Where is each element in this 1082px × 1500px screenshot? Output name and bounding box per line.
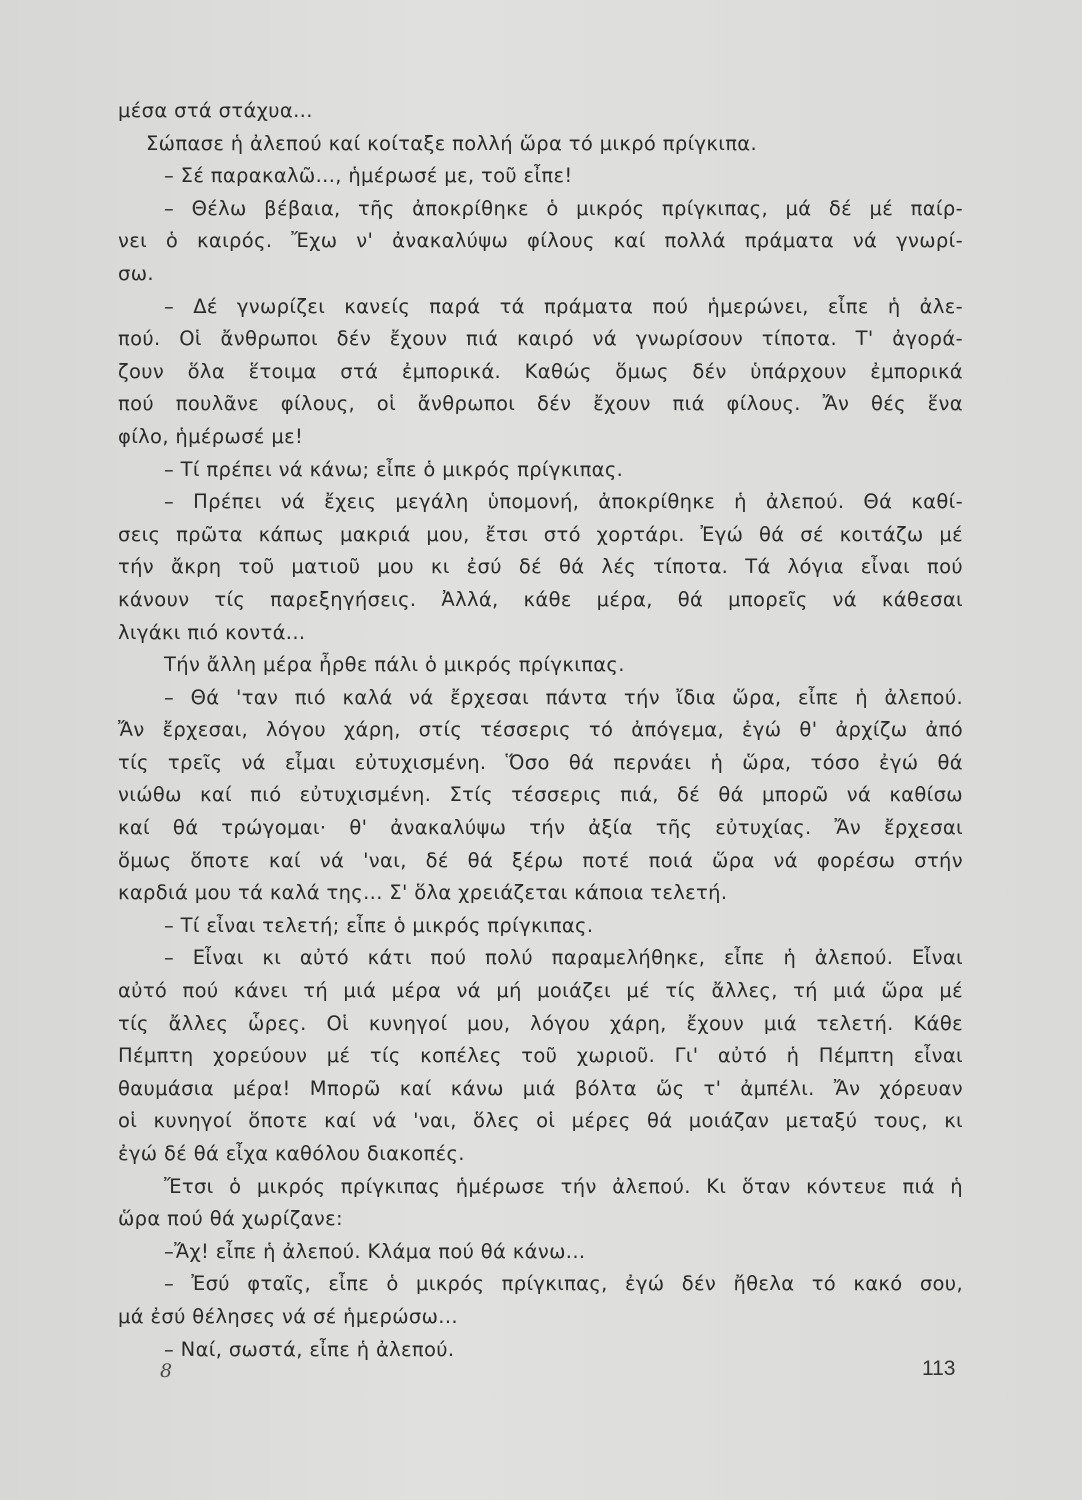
text-line: μά ἐσύ θέλησες νά σέ ἡμερώσω... bbox=[118, 1304, 458, 1328]
text-line: ὅμως ὅποτε καί νά 'ναι, δέ θά ξέρω ποτέ ποιά ὥρα νά φορέσω στήν bbox=[118, 848, 963, 872]
text-line: – Θά 'ταν πιό καλά νά ἔρχεσαι πάντα τήν ἴδια ὥρα, εἶπε ἡ ἀλεπού. bbox=[164, 685, 963, 709]
text-line: καί θά τρώγομαι· θ' ἀνακαλύψω τήν ἀξία τῆς εὐτυχίας. Ἄν ἔρχεσαι bbox=[118, 816, 963, 840]
page-number: 113 bbox=[922, 1357, 956, 1380]
text-line: λιγάκι πιό κοντά... bbox=[118, 620, 306, 644]
text-line: ζουν ὅλα ἕτοιμα στά ἐμπορικά. Καθώς ὅμως δέν ὑπάρχουν ἐμπορικά bbox=[118, 359, 963, 383]
text-line: ὥρα πού θά χωρίζανε: bbox=[118, 1207, 343, 1231]
text-line: Πέμπτη χορεύουν μέ τίς κοπέλες τοῦ χωριοῦ. Γι' αὐτό ἡ Πέμπτη εἶναι bbox=[118, 1044, 963, 1068]
text-line: οἱ κυνηγοί ὅποτε καί νά 'ναι, ὅλες οἱ μέρες θά μοιάζαν μεταξύ τους, κι bbox=[118, 1109, 963, 1133]
text-line: – Ἐσύ φταῖς, εἶπε ὁ μικρός πρίγκιπας, ἐγώ δέν ἤθελα τό κακό σου, bbox=[164, 1272, 963, 1296]
text-line: νει ὁ καιρός. Ἔχω ν' ἀνακαλύψω φίλους καί πολλά πράματα νά γνωρί- bbox=[118, 229, 963, 253]
text-line: τίς ἄλλες ὧρες. Οἱ κυνηγοί μου, λόγου χάρη, ἔχουν μιά τελετή. Κάθε bbox=[118, 1011, 963, 1035]
text-line: –Ἄχ! εἶπε ἡ ἀλεπού. Κλάμα πού θά κάνω... bbox=[164, 1239, 586, 1263]
text-line: Ἔτσι ὁ μικρός πρίγκιπας ἡμέρωσε τήν ἀλεπού. Κι ὅταν κόντευε πιά ἡ bbox=[164, 1174, 963, 1198]
signature-mark: 8 bbox=[160, 1360, 173, 1382]
text-line: τίς τρεῖς νά εἶμαι εὐτυχισμένη. Ὅσο θά περνάει ἡ ὥρα, τόσο ἐγώ θά bbox=[118, 750, 963, 774]
text-line: ἐγώ δέ θά εἶχα καθόλου διακοπές. bbox=[118, 1142, 465, 1165]
text-line: – Σέ παρακαλῶ..., ἡμέρωσέ με, τοῦ εἶπε! bbox=[164, 164, 573, 188]
text-line: Τήν ἄλλη μέρα ἦρθε πάλι ὁ μικρός πρίγκιπας. bbox=[164, 653, 625, 677]
text-line: – Πρέπει νά ἔχεις μεγάλη ὑπομονή, ἀποκρίθηκε ἡ ἀλεπού. Θά καθί- bbox=[164, 490, 963, 514]
text-line: – Τί πρέπει νά κάνω; εἶπε ὁ μικρός πρίγκιπας. bbox=[164, 457, 624, 481]
text-line: καρδιά μου τά καλά της... Σ' ὅλα χρειάζεται κάποια τελετή. bbox=[118, 881, 728, 905]
text-line: σεις πρῶτα κάπως μακριά μου, ἔτσι στό χορτάρι. Ἐγώ θά σέ κοιτάζω μέ bbox=[118, 522, 963, 546]
body-text bbox=[118, 95, 963, 1366]
text-line: νιώθω καί πιό εὐτυχισμένη. Στίς τέσσερις πιά, δέ θά μπορῶ νά καθίσω bbox=[118, 783, 963, 807]
text-line: θαυμάσια μέρα! Μπορῶ καί κάνω μιά βόλτα ὥς τ' ἀμπέλι. Ἄν χόρευαν bbox=[118, 1076, 963, 1100]
text-line: – Τί εἶναι τελετή; εἶπε ὁ μικρός πρίγκιπας. bbox=[164, 913, 594, 937]
text-line: σω. bbox=[118, 261, 154, 285]
text-line: – Ναί, σωστά, εἶπε ἡ ἀλεπού. bbox=[164, 1337, 455, 1361]
text-line: αὐτό πού κάνει τή μιά μέρα νά μή μοιάζει μέ τίς ἄλλες, τή μιά ὥρα μέ bbox=[118, 979, 963, 1003]
text-line: φίλο, ἡμέρωσέ με! bbox=[118, 424, 304, 448]
text-line: πού. Οἱ ἄνθρωποι δέν ἔχουν πιά καιρό νά γνωρίσουν τίποτα. Τ' ἀγορά- bbox=[118, 327, 963, 351]
text-line: τήν ἄκρη τοῦ ματιοῦ μου κι ἐσύ δέ θά λές τίποτα. Τά λόγια εἶναι πού bbox=[118, 555, 963, 579]
text-line: – Θέλω βέβαια, τῆς ἀποκρίθηκε ὁ μικρός πρίγκιπας, μά δέ μέ παίρ- bbox=[164, 196, 963, 220]
text-line: μέσα στά στάχυα... bbox=[118, 99, 313, 122]
text-line: – Δέ γνωρίζει κανείς παρά τά πράματα πού ἡμερώνει, εἶπε ἡ ἀλε- bbox=[164, 294, 963, 318]
text-line: κάνουν τίς παρεξηγήσεις. Ἀλλά, κάθε μέρα, θά μπορεῖς νά κάθεσαι bbox=[118, 587, 963, 611]
text-line: πού πουλᾶνε φίλους, οἱ ἄνθρωποι δέν ἔχουν πιά φίλους. Ἄν θές ἕνα bbox=[118, 392, 963, 416]
text-line: Ἄν ἔρχεσαι, λόγου χάρη, στίς τέσσερις τό ἀπόγεμα, ἐγώ θ' ἀρχίζω ἀπό bbox=[118, 718, 963, 742]
text-line: Σώπασε ἡ ἀλεπού καί κοίταξε πολλή ὥρα τό μικρό πρίγκιπα. bbox=[146, 131, 758, 155]
text-line: – Εἶναι κι αὐτό κάτι πού πολύ παραμελήθηκε, εἶπε ἡ ἀλεπού. Εἶναι bbox=[164, 946, 963, 970]
